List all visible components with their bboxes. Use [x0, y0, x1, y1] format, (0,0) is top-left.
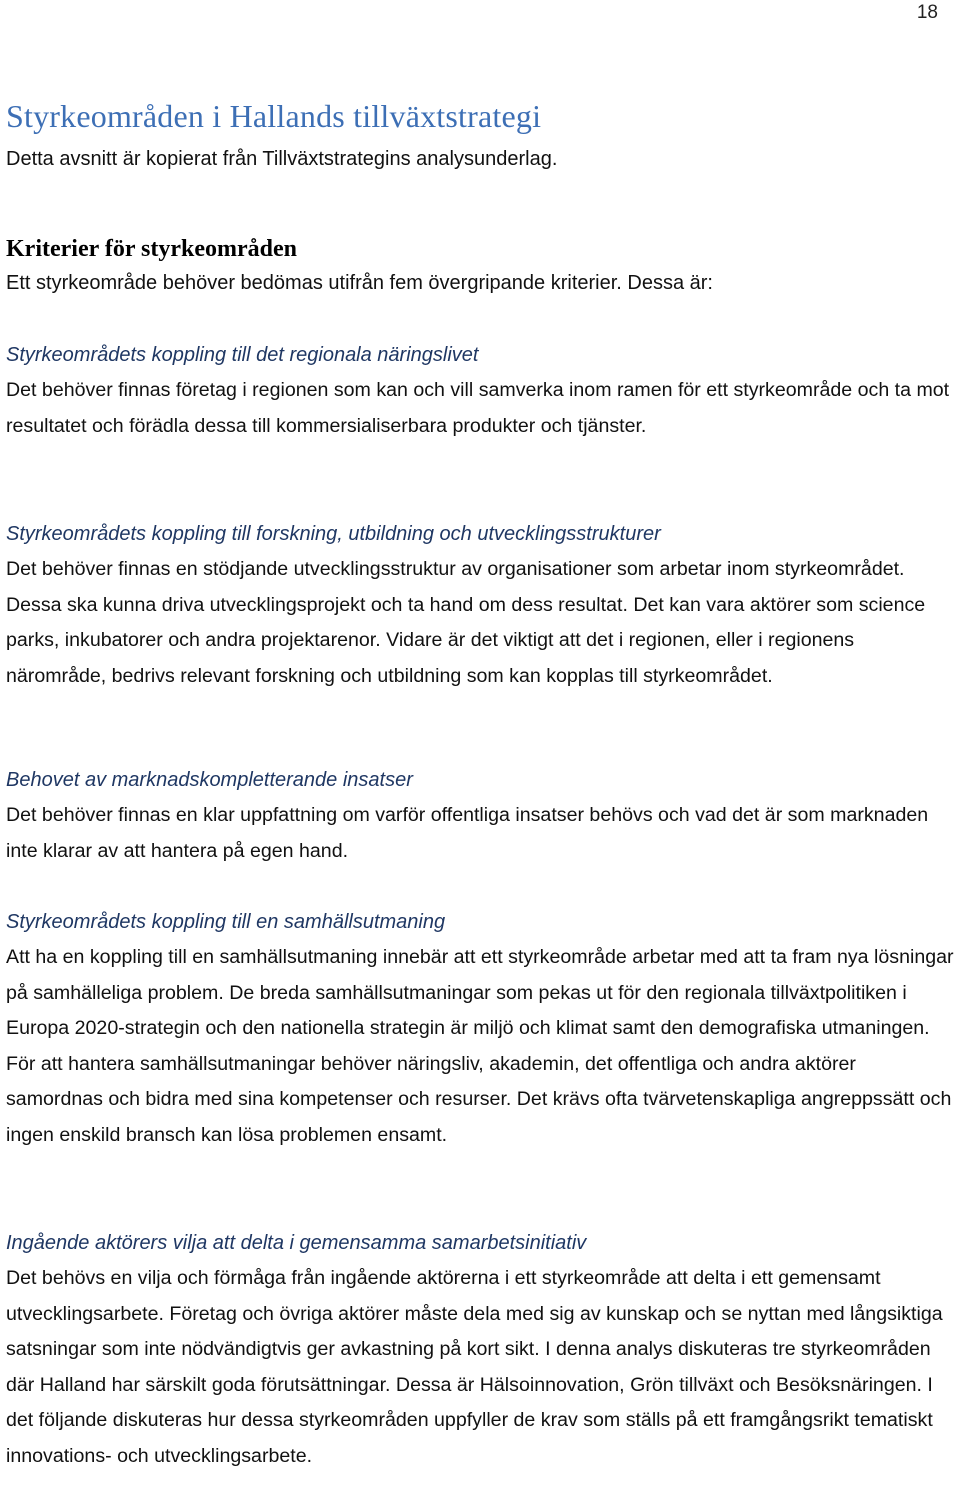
criterion-societal-challenge: [6, 904, 956, 1154]
criterion-heading: Styrkeområdets koppling till en samhällsutmaning: [6, 911, 446, 933]
intro-text: Detta avsnitt är kopierat från Tillväxtstrategins analysunderlag.: [6, 148, 558, 170]
criterion-research-link: [6, 516, 956, 694]
page-title: Styrkeområden i Hallands tillväxtstrategi: [6, 98, 542, 134]
criterion-heading: Behovet av marknadskompletterande insatser: [6, 769, 413, 791]
criterion-body: Det behöver finnas en stödjande utvecklingsstruktur av organisationer som arbetar inom styrkeområdet. Dessa ska kunna driva utvecklingsprojekt och ta hand om dess resultat. Det kan vara aktörer som science parks, inkubatorer och andra projektarenor. Vidare är det viktigt att det i regionen, eller i regionens närområde, bedrivs relevant forskning och utbildning som kan kopplas till styrkeområdet.: [6, 558, 926, 687]
criteria-lead-text: Ett styrkeområde behöver bedömas utifrån fem övergripande kriterier. Dessa är:: [6, 272, 713, 294]
criterion-heading: Ingående aktörers vilja att delta i gemensamma samarbetsinitiativ: [6, 1232, 587, 1254]
criterion-collaboration-will: [6, 1225, 956, 1475]
criteria-heading: Kriterier för styrkeområden: [6, 236, 298, 262]
criterion-body: Att ha en koppling till en samhällsutmaning innebär att ett styrkeområde arbetar med att ta fram nya lösningar på samhälleliga problem. De breda samhällsutmaningar som pekas ut för den regionala tillväxtpolitiken i Europa 2020-strategin och den nationella strategin är miljö och klimat samt den demografiska utmaningen. För att hantera samhällsutmaningar behöver näringsliv, akademin, det offentliga och andra aktörer samordnas och bidra med sina kompetenser och resurser. Det krävs ofta tvärvetenskapliga angreppssätt och ingen enskild bransch kan lösa problemen ensamt.: [6, 946, 954, 1146]
criterion-body: Det behövs en vilja och förmåga från ingående aktörerna i ett styrkeområde att delta i ett gemensamt utvecklingsarbete. Företag och övriga aktörer måste dela med sig av kunskap och se nyttan med långsiktiga satsningar som inte nödvändigtvis ger avkastning på kort sikt. I denna analys diskuteras tre styrkeområden där Halland har särskilt goda förutsättningar. Dessa är Hälsoinnovation, Grön tillväxt och Besöksnäringen. I det följande diskuteras hur dessa styrkeområden uppfyller de krav som ställs på ett framgångsrikt tematiskt innovations- och utvecklingsarbete.: [6, 1267, 943, 1467]
criterion-heading: Styrkeområdets koppling till forskning, utbildning och utvecklingsstrukturer: [6, 523, 661, 545]
criterion-business-link: [6, 337, 956, 444]
criterion-body: Det behöver finnas en klar uppfattning om varför offentliga insatser behövs och vad det är som marknaden inte klarar av att hantera på egen hand.: [6, 804, 929, 862]
criterion-body: Det behöver finnas företag i regionen som kan och vill samverka inom ramen för ett styrkeområde och ta mot resultatet och förädla dessa till kommersialiserbara produkter och tjänster.: [6, 379, 950, 437]
criterion-market-complement: [6, 762, 956, 869]
page-number: 18: [916, 2, 938, 23]
criterion-heading: Styrkeområdets koppling till det regionala näringslivet: [6, 344, 479, 366]
